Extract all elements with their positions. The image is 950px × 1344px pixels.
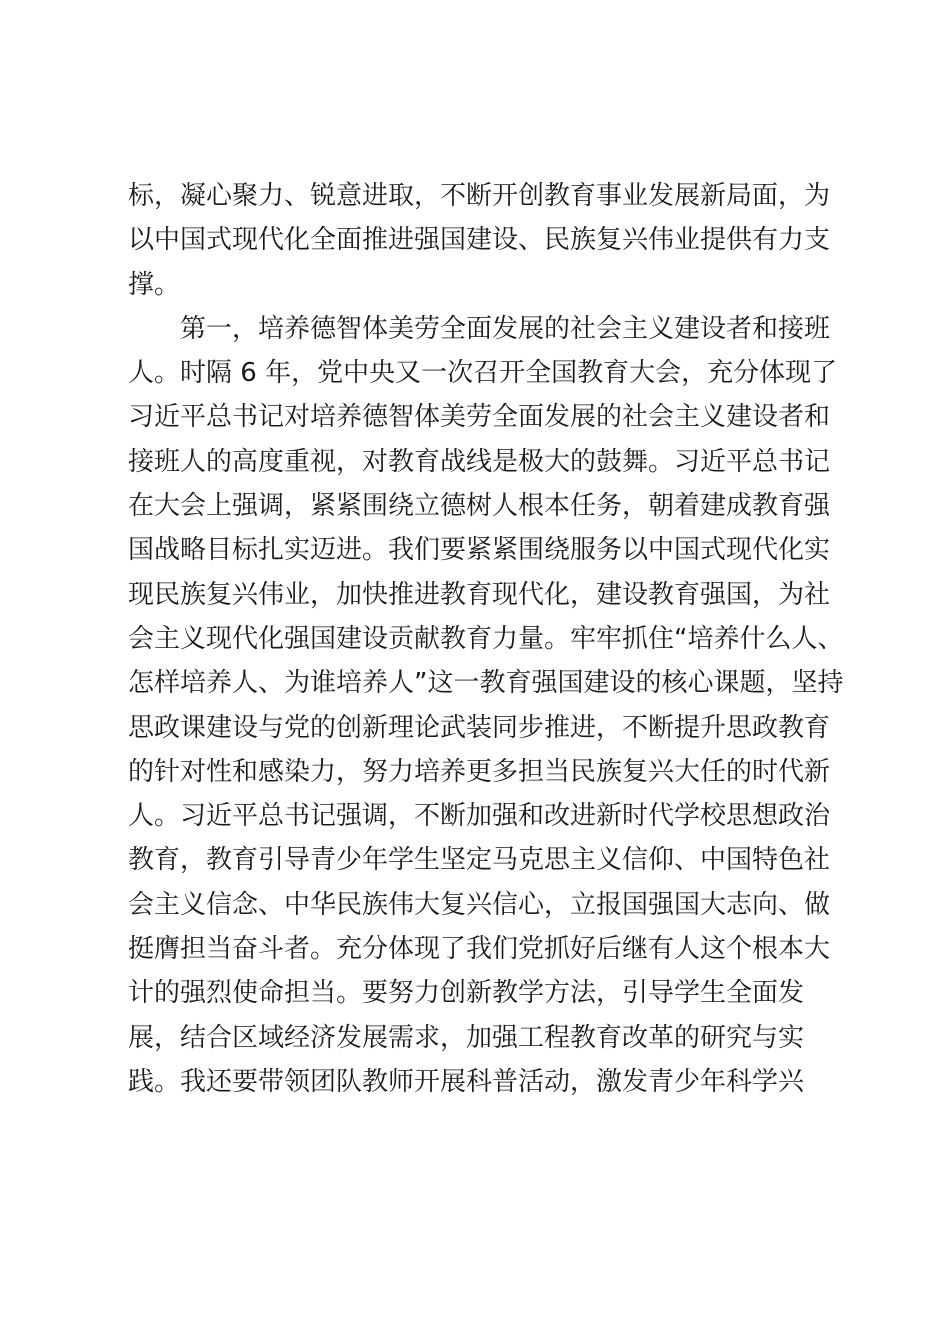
text-line: 在大会上强调，紧紧围绕立德树人根本任务，朝着建成教育强 bbox=[128, 491, 831, 522]
text-line: 教育，教育引导青少年学生坚定马克思主义信仰、中国特色社 bbox=[128, 845, 831, 876]
text-line: 展，结合区域经济发展需求，加强工程教育改革的研究与实 bbox=[128, 1022, 805, 1053]
text-line: 计的强烈使命担当。要努力创新教学方法，引导学生全面发 bbox=[128, 978, 805, 1009]
text-line: 人。时隔 6 年，党中央又一次召开全国教育大会，充分体现了 bbox=[128, 358, 838, 389]
body-text bbox=[128, 174, 844, 1104]
text-line: 挺膺担当奋斗者。充分体现了我们党抓好后继有人这个根本大 bbox=[128, 934, 831, 965]
text-line: 的针对性和感染力，努力培养更多担当民族复兴大任的时代新 bbox=[128, 756, 831, 787]
text-line: 国战略目标扎实迈进。我们要紧紧围绕服务以中国式现代化实 bbox=[128, 535, 831, 566]
text-line: 践。我还要带领团队教师开展科普活动，激发青少年科学兴 bbox=[128, 1066, 805, 1097]
text-line: 第一，培养德智体美劳全面发展的社会主义建设者和接班 bbox=[128, 313, 831, 344]
text-line: 会主义现代化强国建设贡献教育力量。牢牢抓住“培养什么人、 bbox=[128, 623, 844, 654]
text-line: 怎样培养人、为谁培养人”这一教育强国建设的核心课题，坚持 bbox=[128, 668, 844, 699]
text-line: 以中国式现代化全面推进强国建设、民族复兴伟业提供有力支 bbox=[128, 225, 831, 256]
text-line: 会主义信念、中华民族伟大复兴信心，立报国强国大志向、做 bbox=[128, 889, 831, 920]
text-line: 撑。 bbox=[128, 269, 181, 300]
text-line: 现民族复兴伟业，加快推进教育现代化，建设教育强国，为社 bbox=[128, 579, 831, 610]
text-line: 接班人的高度重视，对教育战线是极大的鼓舞。习近平总书记 bbox=[128, 446, 831, 477]
text-line: 思政课建设与党的创新理论武装同步推进，不断提升思政教育 bbox=[128, 712, 831, 743]
text-line: 标，凝心聚力、锐意进取，不断开创教育事业发展新局面，为 bbox=[128, 181, 831, 211]
text-line: 人。习近平总书记强调，不断加强和改进新时代学校思想政治 bbox=[128, 801, 831, 832]
text-line: 习近平总书记对培养德智体美劳全面发展的社会主义建设者和 bbox=[128, 402, 831, 433]
